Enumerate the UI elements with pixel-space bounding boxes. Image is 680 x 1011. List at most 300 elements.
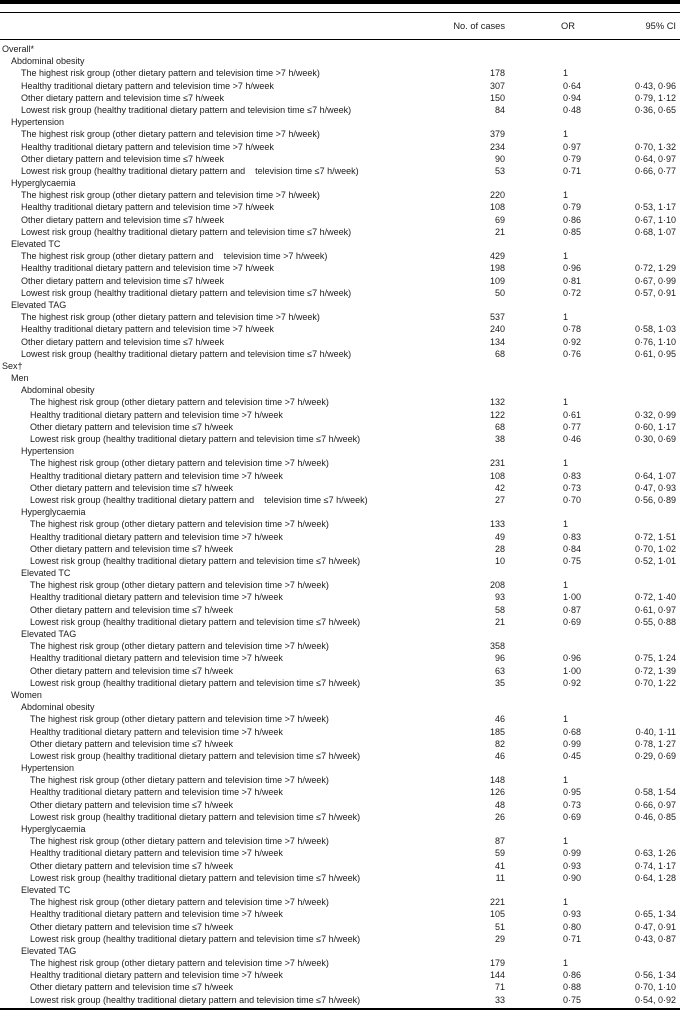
- table-row: [0, 543, 680, 555]
- row-label: Lowest risk group (healthy traditional dietary pattern and television time ≤7 h/week): [30, 677, 361, 688]
- or-value: 0·79: [563, 202, 582, 213]
- ci-value: 0·64, 1·07: [634, 470, 676, 481]
- or-value: 0·86: [563, 214, 582, 225]
- ci-value: 0·55, 0·88: [634, 616, 676, 627]
- cases-value: 35: [494, 677, 505, 688]
- row-label: Other dietary pattern and television time ≤7 h/week: [30, 982, 234, 993]
- cases-value: 108: [489, 470, 505, 481]
- column-header-or: OR: [561, 21, 575, 31]
- row-label: Women: [11, 689, 42, 700]
- cases-value: 132: [489, 397, 505, 408]
- ci-value: 0·29, 0·69: [634, 750, 676, 761]
- cases-value: 185: [489, 726, 505, 737]
- row-label: Elevated TAG: [11, 299, 67, 310]
- row-label: Healthy traditional dietary pattern and television time >7 h/week: [30, 653, 283, 664]
- row-label: The highest risk group (other dietary pattern and television time >7 h/week): [30, 958, 329, 969]
- cases-value: 84: [494, 104, 505, 115]
- or-value: 1·00: [563, 592, 582, 603]
- cases-value: 537: [489, 312, 505, 323]
- cases-value: 307: [489, 80, 505, 91]
- cases-value: 42: [494, 482, 505, 493]
- table-row: [0, 348, 680, 360]
- ci-value: 0·57, 0·91: [634, 287, 676, 298]
- cases-value: 49: [494, 531, 505, 542]
- table-row: [0, 665, 680, 677]
- table-row: [0, 214, 680, 226]
- or-value: 0·83: [563, 470, 582, 481]
- ci-value: 0·67, 1·10: [634, 214, 676, 225]
- or-value: 1: [563, 190, 569, 201]
- or-value: 0·77: [563, 421, 582, 432]
- table-row: [0, 409, 680, 421]
- cases-value: 144: [489, 970, 505, 981]
- or-value: 1: [563, 397, 569, 408]
- table-row: [0, 896, 680, 908]
- table-row: [0, 860, 680, 872]
- row-label: Lowest risk group (healthy traditional dietary pattern and television time ≤7 h/week): [30, 616, 361, 627]
- ci-value: 0·64, 1·28: [634, 872, 676, 883]
- table-row: [0, 933, 680, 945]
- table-row: [0, 275, 680, 287]
- ci-value: 0·70, 1·22: [634, 677, 676, 688]
- table-row: [0, 153, 680, 165]
- or-value: 0·45: [563, 750, 582, 761]
- table-row: [0, 713, 680, 725]
- bottom-rule: [0, 1008, 680, 1010]
- or-value: 0·71: [563, 165, 582, 176]
- or-value: 0·76: [563, 348, 582, 359]
- row-label: Healthy traditional dietary pattern and television time >7 h/week: [21, 324, 274, 335]
- table-row: [0, 262, 680, 274]
- ci-value: 0·47, 0·91: [634, 921, 676, 932]
- ci-value: 0·65, 1·34: [634, 909, 676, 920]
- table-section-row: [0, 567, 680, 579]
- cases-value: 134: [489, 336, 505, 347]
- table-row: [0, 921, 680, 933]
- ci-value: 0·61, 0·95: [634, 348, 676, 359]
- row-label: Healthy traditional dietary pattern and television time >7 h/week: [30, 787, 283, 798]
- cases-value: 68: [494, 421, 505, 432]
- cases-value: 379: [489, 129, 505, 140]
- cases-value: 122: [489, 409, 505, 420]
- row-label: The highest risk group (other dietary pattern and television time >7 h/week): [30, 519, 329, 530]
- ci-value: 0·56, 1·34: [634, 970, 676, 981]
- table-section-row: [0, 823, 680, 835]
- table-row: [0, 616, 680, 628]
- row-label: Elevated TAG: [21, 945, 77, 956]
- ci-value: 0·70, 1·10: [634, 982, 676, 993]
- table-row: [0, 579, 680, 591]
- or-value: 1: [563, 129, 569, 140]
- cases-value: 53: [494, 165, 505, 176]
- or-value: 0·96: [563, 653, 582, 664]
- or-value: 0·69: [563, 811, 582, 822]
- ci-value: 0·61, 0·97: [634, 604, 676, 615]
- row-label: Healthy traditional dietary pattern and television time >7 h/week: [21, 263, 274, 274]
- ci-value: 0·70, 1·32: [634, 141, 676, 152]
- ci-value: 0·72, 1·39: [634, 665, 676, 676]
- or-value: 0·93: [563, 860, 582, 871]
- row-label: The highest risk group (other dietary pattern and television time >7 h/week): [30, 714, 329, 725]
- or-value: 1·00: [563, 665, 582, 676]
- ci-value: 0·40, 1·11: [635, 726, 676, 737]
- or-value: 0·94: [563, 92, 582, 103]
- ci-value: 0·75, 1·24: [634, 653, 676, 664]
- or-value: 0·64: [563, 80, 582, 91]
- or-value: 0·78: [563, 324, 582, 335]
- ci-value: 0·63, 1·26: [634, 848, 676, 859]
- table-section-row: [0, 238, 680, 250]
- table-section-row: [0, 506, 680, 518]
- ci-value: 0·32, 0·99: [634, 409, 676, 420]
- cases-value: 105: [489, 909, 505, 920]
- row-label: Healthy traditional dietary pattern and television time >7 h/week: [21, 80, 274, 91]
- or-value: 0·61: [563, 409, 582, 420]
- table-section-row: [0, 360, 680, 372]
- row-label: The highest risk group (other dietary pattern and television time >7 h/week): [21, 129, 320, 140]
- ci-value: 0·72, 1·29: [634, 263, 676, 274]
- table-section-row: [0, 299, 680, 311]
- or-value: 0·73: [563, 799, 582, 810]
- cases-value: 21: [494, 226, 505, 237]
- cases-value: 208: [489, 580, 505, 591]
- cases-value: 48: [494, 799, 505, 810]
- row-label: The highest risk group (other dietary pattern and television time >7 h/week): [30, 580, 329, 591]
- table-row: [0, 311, 680, 323]
- row-label: The highest risk group (other dietary pattern and television time >7 h/week): [30, 836, 329, 847]
- cases-value: 198: [489, 263, 505, 274]
- or-value: 0·75: [563, 555, 582, 566]
- cases-value: 231: [489, 458, 505, 469]
- table-row: [0, 640, 680, 652]
- or-value: 0·96: [563, 263, 582, 274]
- row-label: The highest risk group (other dietary pattern and television time >7 h/week): [21, 312, 320, 323]
- row-label: Abdominal obesity: [21, 702, 95, 713]
- cases-value: 109: [489, 275, 505, 286]
- table-section-row: [0, 43, 680, 55]
- table-row: [0, 226, 680, 238]
- table-row: [0, 201, 680, 213]
- or-value: 0·72: [563, 287, 582, 298]
- row-label: Lowest risk group (healthy traditional dietary pattern and television time ≤7 h/week): [21, 287, 352, 298]
- cases-value: 59: [494, 848, 505, 859]
- ci-value: 0·43, 0·87: [634, 933, 676, 944]
- row-label: Men: [11, 373, 29, 384]
- or-value: 0·68: [563, 726, 582, 737]
- cases-value: 28: [494, 543, 505, 554]
- table-section-row: [0, 701, 680, 713]
- cases-value: 126: [489, 787, 505, 798]
- ci-value: 0·58, 1·54: [634, 787, 676, 798]
- cases-value: 179: [489, 958, 505, 969]
- cases-value: 93: [494, 592, 505, 603]
- or-value: 0·48: [563, 104, 582, 115]
- table-row: [0, 799, 680, 811]
- table-row: [0, 908, 680, 920]
- or-value: 0·88: [563, 982, 582, 993]
- table-row: [0, 80, 680, 92]
- ci-value: 0·58, 1·03: [634, 324, 676, 335]
- table-section-row: [0, 628, 680, 640]
- or-value: 0·92: [563, 336, 582, 347]
- row-label: Sex†: [2, 360, 23, 371]
- or-value: 1: [563, 68, 569, 79]
- or-value: 1: [563, 251, 569, 262]
- table-row: [0, 396, 680, 408]
- row-label: Other dietary pattern and television time ≤7 h/week: [21, 336, 225, 347]
- row-label: Other dietary pattern and television time ≤7 h/week: [30, 738, 234, 749]
- row-label: Other dietary pattern and television time ≤7 h/week: [30, 799, 234, 810]
- or-value: 0·85: [563, 226, 582, 237]
- cases-value: 87: [494, 836, 505, 847]
- table-row: [0, 457, 680, 469]
- row-label: Overall*: [2, 44, 35, 54]
- cases-value: 82: [494, 738, 505, 749]
- row-label: Other dietary pattern and television time ≤7 h/week: [30, 482, 234, 493]
- table-row: [0, 421, 680, 433]
- row-label: The highest risk group (other dietary pattern and television time >7 h/week): [30, 641, 329, 652]
- or-value: 0·95: [563, 787, 582, 798]
- or-value: 0·97: [563, 141, 582, 152]
- row-label: Hypertension: [11, 117, 65, 128]
- row-label: Hypertension: [21, 446, 75, 457]
- row-label: The highest risk group (other dietary pattern and television time >7 h/week): [30, 397, 329, 408]
- table-row: [0, 652, 680, 664]
- cases-value: 150: [489, 92, 505, 103]
- ci-value: 0·60, 1·17: [634, 421, 676, 432]
- row-label: Elevated TC: [21, 568, 71, 579]
- row-label: Hyperglycaemia: [21, 507, 86, 518]
- row-label: Other dietary pattern and television time ≤7 h/week: [30, 921, 234, 932]
- or-value: 0·79: [563, 153, 582, 164]
- cases-value: 58: [494, 604, 505, 615]
- row-label: Healthy traditional dietary pattern and television time >7 h/week: [21, 141, 274, 152]
- ci-value: 0·53, 1·17: [634, 202, 676, 213]
- or-value: 1: [563, 312, 569, 323]
- table-section-row: [0, 384, 680, 396]
- row-label: Healthy traditional dietary pattern and television time >7 h/week: [30, 592, 283, 603]
- row-label: The highest risk group (other dietary pattern and television time >7 h/week): [30, 897, 329, 908]
- table-section-row: [0, 55, 680, 67]
- cases-value: 133: [489, 519, 505, 530]
- cases-value: 11: [495, 872, 505, 883]
- table-row: [0, 470, 680, 482]
- row-label: Lowest risk group (healthy traditional dietary pattern and television time ≤7 h/week): [21, 165, 359, 176]
- or-value: 0·70: [563, 494, 582, 505]
- row-label: Abdominal obesity: [21, 385, 95, 396]
- ci-value: 0·74, 1·17: [634, 860, 676, 871]
- row-label: Healthy traditional dietary pattern and television time >7 h/week: [30, 531, 283, 542]
- cases-value: 429: [489, 251, 505, 262]
- table-row: [0, 726, 680, 738]
- or-value: 0·83: [563, 531, 582, 542]
- cases-value: 26: [494, 811, 505, 822]
- or-value: 0·99: [563, 848, 582, 859]
- row-label: Other dietary pattern and television time ≤7 h/week: [21, 92, 225, 103]
- table-row: [0, 994, 680, 1006]
- table-row: [0, 847, 680, 859]
- table-row: [0, 482, 680, 494]
- row-label: Lowest risk group (healthy traditional dietary pattern and television time ≤7 h/week): [30, 933, 361, 944]
- or-value: 0·73: [563, 482, 582, 493]
- table-row: [0, 141, 680, 153]
- cases-value: 10: [494, 555, 505, 566]
- or-value: 0·80: [563, 921, 582, 932]
- row-label: The highest risk group (other dietary pattern and television time >7 h/week): [30, 458, 329, 469]
- table-row: [0, 92, 680, 104]
- cases-value: 90: [494, 153, 505, 164]
- row-label: Lowest risk group (healthy traditional dietary pattern and television time ≤7 h/week): [30, 434, 361, 444]
- table-row: [0, 494, 680, 506]
- row-label: Lowest risk group (healthy traditional dietary pattern and television time ≤7 h/week): [21, 104, 352, 115]
- table-row: [0, 189, 680, 201]
- or-value: 0·86: [563, 970, 582, 981]
- cases-value: 68: [494, 348, 505, 359]
- cases-value: 240: [489, 324, 505, 335]
- row-label: Healthy traditional dietary pattern and television time >7 h/week: [21, 202, 274, 213]
- ci-value: 0·46, 0·85: [634, 811, 676, 822]
- row-label: Elevated TC: [21, 884, 71, 895]
- cases-value: 33: [494, 994, 505, 1005]
- table-row: [0, 811, 680, 823]
- cases-value: 148: [489, 775, 505, 786]
- or-value: 0·75: [563, 994, 582, 1005]
- ci-value: 0·64, 0·97: [634, 153, 676, 164]
- cases-value: 50: [494, 287, 505, 298]
- row-label: Healthy traditional dietary pattern and television time >7 h/week: [30, 409, 283, 420]
- or-value: 0·46: [563, 434, 582, 444]
- row-label: Elevated TC: [11, 239, 61, 249]
- or-value: 0·84: [563, 543, 582, 554]
- cases-value: 41: [494, 860, 505, 871]
- ci-value: 0·68, 1·07: [634, 226, 676, 237]
- or-value: 0·90: [563, 872, 582, 883]
- row-label: Elevated TAG: [21, 629, 77, 639]
- row-label: Other dietary pattern and television time ≤7 h/week: [21, 153, 225, 164]
- table-row: [0, 786, 680, 798]
- row-label: Other dietary pattern and television time ≤7 h/week: [21, 275, 225, 286]
- cases-value: 178: [489, 68, 505, 79]
- table-row: [0, 957, 680, 969]
- ci-value: 0·72, 1·40: [634, 592, 676, 603]
- or-value: 1: [563, 519, 569, 530]
- ci-value: 0·78, 1·27: [634, 738, 676, 749]
- row-label: Abdominal obesity: [11, 56, 85, 67]
- table-row: [0, 433, 680, 445]
- table-section-row: [0, 689, 680, 701]
- table-row: [0, 750, 680, 762]
- cases-value: 234: [489, 141, 505, 152]
- ci-value: 0·76, 1·10: [634, 336, 676, 347]
- cases-value: 220: [489, 190, 505, 201]
- row-label: Lowest risk group (healthy traditional dietary pattern and television time ≤7 h/week): [30, 555, 361, 566]
- row-label: Lowest risk group (healthy traditional dietary pattern and television time ≤7 h/week): [30, 750, 361, 761]
- or-value: 1: [563, 580, 569, 591]
- cases-value: 51: [494, 921, 505, 932]
- row-label: Other dietary pattern and television time ≤7 h/week: [30, 665, 234, 676]
- table-row: [0, 738, 680, 750]
- cases-value: 21: [494, 616, 505, 627]
- table-header-row: [0, 13, 680, 39]
- row-label: Other dietary pattern and television time ≤7 h/week: [30, 604, 234, 615]
- ci-value: 0·43, 0·96: [634, 80, 676, 91]
- table-section-row: [0, 884, 680, 896]
- or-value: 1: [563, 836, 569, 847]
- table-section-row: [0, 945, 680, 957]
- cases-value: 221: [489, 897, 505, 908]
- table-row: [0, 336, 680, 348]
- row-label: The highest risk group (other dietary pattern and television time >7 h/week): [21, 190, 320, 201]
- table-section-row: [0, 445, 680, 457]
- ci-value: 0·67, 0·99: [634, 275, 676, 286]
- ci-value: 0·52, 1·01: [634, 555, 676, 566]
- ci-value: 0·36, 0·65: [634, 104, 676, 115]
- or-value: 1: [563, 714, 569, 725]
- cases-value: 69: [494, 214, 505, 225]
- cases-value: 358: [489, 641, 505, 652]
- table-row: [0, 104, 680, 116]
- column-header-cases: No. of cases: [453, 21, 505, 31]
- ci-value: 0·79, 1·12: [634, 92, 676, 103]
- or-value: 0·99: [563, 738, 582, 749]
- table-row: [0, 250, 680, 262]
- cases-value: 46: [494, 714, 505, 725]
- or-value: 0·92: [563, 677, 582, 688]
- table-row: [0, 67, 680, 79]
- or-value: 1: [563, 958, 569, 969]
- table-row: [0, 677, 680, 689]
- row-label: Hyperglycaemia: [11, 178, 76, 189]
- row-label: Other dietary pattern and television time ≤7 h/week: [21, 214, 225, 225]
- row-label: Lowest risk group (healthy traditional dietary pattern and television time ≤7 h/week): [30, 811, 361, 822]
- cases-value: 27: [494, 494, 505, 505]
- table-row: [0, 531, 680, 543]
- row-label: Healthy traditional dietary pattern and television time >7 h/week: [30, 848, 283, 859]
- table-section-row: [0, 177, 680, 189]
- cases-value: 38: [494, 434, 505, 444]
- table-section-row: [0, 116, 680, 128]
- table-row: [0, 981, 680, 993]
- cases-value: 46: [494, 750, 505, 761]
- table-row: [0, 518, 680, 530]
- ci-value: 0·30, 0·69: [634, 434, 676, 444]
- ci-value: 0·56, 0·89: [634, 494, 676, 505]
- row-label: Lowest risk group (healthy traditional dietary pattern and television time ≤7 h/week): [30, 994, 361, 1005]
- table-row: [0, 555, 680, 567]
- cases-value: 96: [494, 653, 505, 664]
- ci-value: 0·66, 0·77: [634, 165, 676, 176]
- or-value: 1: [563, 897, 569, 908]
- row-label: Lowest risk group (healthy traditional dietary pattern and television time ≤7 h/week): [21, 226, 352, 237]
- cases-value: 29: [494, 933, 505, 944]
- or-value: 1: [563, 775, 569, 786]
- row-label: Other dietary pattern and television time ≤7 h/week: [30, 860, 234, 871]
- row-label: Lowest risk group (healthy traditional dietary pattern and television time ≤7 h/week): [30, 494, 368, 505]
- or-value: 0·81: [563, 275, 582, 286]
- table-row: [0, 969, 680, 981]
- ci-value: 0·54, 0·92: [634, 994, 676, 1005]
- ci-value: 0·72, 1·51: [634, 531, 676, 542]
- or-value: 0·69: [563, 616, 582, 627]
- table-row: [0, 323, 680, 335]
- table-row: [0, 165, 680, 177]
- table-row: [0, 591, 680, 603]
- cases-value: 108: [489, 202, 505, 213]
- row-label: Healthy traditional dietary pattern and television time >7 h/week: [30, 970, 283, 981]
- row-label: Lowest risk group (healthy traditional dietary pattern and television time ≤7 h/week): [21, 348, 352, 359]
- table-row: [0, 835, 680, 847]
- row-label: Hyperglycaemia: [21, 824, 86, 834]
